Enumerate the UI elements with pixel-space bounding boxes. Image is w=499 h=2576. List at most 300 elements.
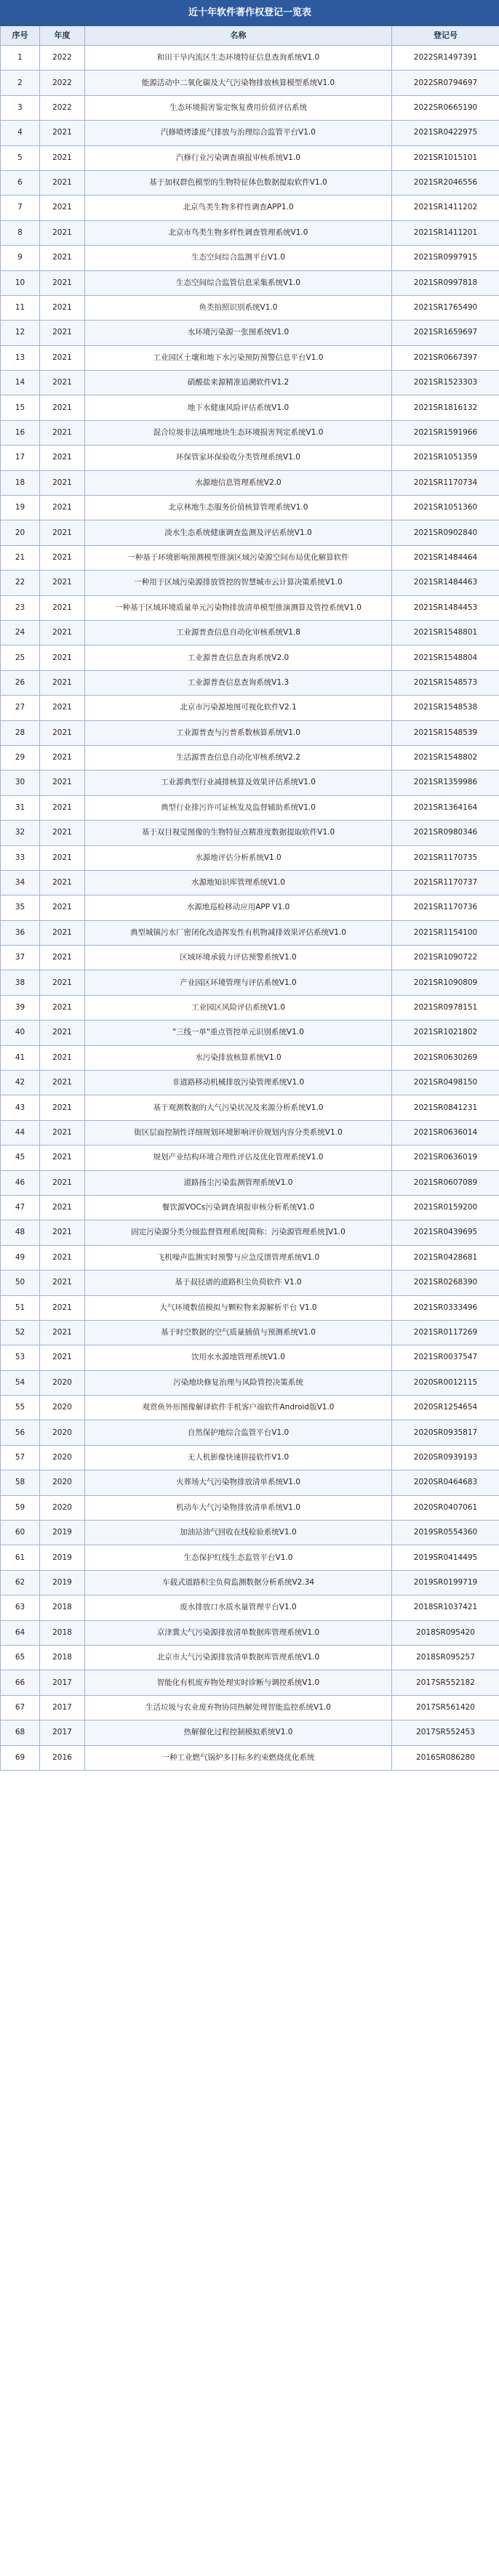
cell-index: 22 xyxy=(1,571,40,595)
cell-year: 2021 xyxy=(40,420,85,445)
table-row xyxy=(1,71,499,95)
cell-index: 60 xyxy=(1,1521,40,1545)
cell-index: 47 xyxy=(1,1195,40,1220)
cell-name: 生活源普查信息自动化审核系统V2.2 xyxy=(85,745,392,770)
table-row xyxy=(1,95,499,120)
cell-reg-no: 2021SR1548802 xyxy=(392,745,499,770)
cell-reg-no: 2021SR1021802 xyxy=(392,1021,499,1045)
table-row xyxy=(1,420,499,445)
cell-year: 2021 xyxy=(40,345,85,370)
table-row xyxy=(1,1445,499,1470)
cell-reg-no: 2021SR1548804 xyxy=(392,645,499,670)
cell-reg-no: 2021SR1364164 xyxy=(392,795,499,820)
cell-name: 工业源普查与污普系数核算系统V1.0 xyxy=(85,720,392,745)
cell-index: 2 xyxy=(1,71,40,95)
table-row xyxy=(1,821,499,845)
table-row xyxy=(1,1396,499,1420)
cell-reg-no: 2021SR1090809 xyxy=(392,970,499,995)
cell-reg-no: 2018SR095420 xyxy=(392,1620,499,1645)
cell-reg-no: 2022SR0665190 xyxy=(392,95,499,120)
cell-reg-no: 2021SR1170734 xyxy=(392,470,499,495)
cell-name: 生活垃圾与农业废弃物协同热解处理智能监控系统V1.0 xyxy=(85,1695,392,1720)
cell-reg-no: 2021SR1359986 xyxy=(392,770,499,795)
cell-year: 2020 xyxy=(40,1495,85,1520)
cell-year: 2021 xyxy=(40,1295,85,1320)
cell-name: "三线一单"重点管控单元识别系统V1.0 xyxy=(85,1021,392,1045)
cell-reg-no: 2016SR086280 xyxy=(392,1745,499,1770)
table-row xyxy=(1,345,499,370)
cell-name: 加油站油气回收在线检验系统V1.0 xyxy=(85,1521,392,1545)
cell-reg-no: 2021SR0667397 xyxy=(392,345,499,370)
cell-year: 2017 xyxy=(40,1720,85,1745)
cell-name: 汽修喷烤漆废气排放与治理综合监管平台V1.0 xyxy=(85,121,392,145)
cell-year: 2017 xyxy=(40,1670,85,1695)
cell-reg-no: 2021SR1659697 xyxy=(392,321,499,345)
cell-name: 一种基于环境影响预测模型推演区域污染源空间布局优化解算软件 xyxy=(85,545,392,570)
cell-name: 道路扬尘污染监测管理系统V1.0 xyxy=(85,1170,392,1195)
cell-index: 16 xyxy=(1,420,40,445)
cell-name: 餐饮源VOCs污染调查填报审核分析系统V1.0 xyxy=(85,1195,392,1220)
cell-index: 26 xyxy=(1,670,40,695)
cell-name: 汽修行业污染调查填报审核系统V1.0 xyxy=(85,145,392,170)
cell-index: 58 xyxy=(1,1470,40,1495)
cell-index: 33 xyxy=(1,845,40,870)
cell-year: 2021 xyxy=(40,845,85,870)
cell-reg-no: 2020SR0012115 xyxy=(392,1370,499,1395)
table-row xyxy=(1,920,499,945)
cell-name: 水污染排放核算系统V1.0 xyxy=(85,1045,392,1070)
cell-year: 2021 xyxy=(40,645,85,670)
table-row xyxy=(1,595,499,620)
cell-index: 36 xyxy=(1,920,40,945)
cell-year: 2021 xyxy=(40,1345,85,1370)
cell-index: 49 xyxy=(1,1245,40,1270)
cell-reg-no: 2021SR1816132 xyxy=(392,395,499,420)
cell-index: 9 xyxy=(1,246,40,270)
table-row xyxy=(1,620,499,645)
cell-reg-no: 2021SR1548801 xyxy=(392,620,499,645)
table-row xyxy=(1,520,499,545)
cell-reg-no: 2018SR095257 xyxy=(392,1646,499,1670)
cell-reg-no: 2021SR0902840 xyxy=(392,520,499,545)
cell-year: 2019 xyxy=(40,1545,85,1570)
cell-name: 一种基于区域环境质量单元污染物排放清单模型推演测算及管控系统V1.0 xyxy=(85,595,392,620)
cell-reg-no: 2017SR552182 xyxy=(392,1670,499,1695)
table-row xyxy=(1,645,499,670)
table-row xyxy=(1,995,499,1020)
cell-index: 64 xyxy=(1,1620,40,1645)
cell-reg-no: 2022SR0794697 xyxy=(392,71,499,95)
cell-index: 65 xyxy=(1,1646,40,1670)
cell-index: 55 xyxy=(1,1396,40,1420)
cell-name: 生态环境损害鉴定恢复费用价值评估系统 xyxy=(85,95,392,120)
cell-name: 北京市大气污染源排放清单数据库管理系统V1.0 xyxy=(85,1646,392,1670)
cell-year: 2021 xyxy=(40,995,85,1020)
cell-year: 2020 xyxy=(40,1445,85,1470)
cell-reg-no: 2021SR1765490 xyxy=(392,295,499,320)
cell-name: 基于叔径谱的道路积尘负荷软件 V1.0 xyxy=(85,1271,392,1295)
table-row xyxy=(1,720,499,745)
cell-name: 大气环境数值模拟与颗粒物来源解析平台 V1.0 xyxy=(85,1295,392,1320)
cell-reg-no: 2021SR1484453 xyxy=(392,595,499,620)
cell-index: 21 xyxy=(1,545,40,570)
cell-reg-no: 2021SR1154100 xyxy=(392,920,499,945)
table-row xyxy=(1,545,499,570)
cell-reg-no: 2021SR0636019 xyxy=(392,1146,499,1170)
table-row xyxy=(1,295,499,320)
cell-year: 2022 xyxy=(40,46,85,71)
cell-index: 20 xyxy=(1,520,40,545)
table-row xyxy=(1,170,499,195)
cell-index: 15 xyxy=(1,395,40,420)
cell-year: 2021 xyxy=(40,470,85,495)
cell-year: 2021 xyxy=(40,745,85,770)
cell-year: 2021 xyxy=(40,920,85,945)
cell-name: 基于加权群色模型的生物特征体色数据提取软件V1.0 xyxy=(85,170,392,195)
cell-reg-no: 2021SR0980346 xyxy=(392,821,499,845)
cell-index: 62 xyxy=(1,1570,40,1595)
header-year: 年度 xyxy=(40,26,85,46)
header-index: 序号 xyxy=(1,26,40,46)
cell-name: 北京鸟类生物多样性调查APP1.0 xyxy=(85,196,392,220)
cell-reg-no: 2021SR1090722 xyxy=(392,946,499,970)
cell-reg-no: 2021SR0997818 xyxy=(392,270,499,295)
cell-year: 2021 xyxy=(40,170,85,195)
cell-index: 41 xyxy=(1,1045,40,1070)
cell-name: 智能化有机废弃物处理实时诊断与调控系统V1.0 xyxy=(85,1670,392,1695)
cell-index: 19 xyxy=(1,496,40,520)
cell-year: 2021 xyxy=(40,395,85,420)
cell-reg-no: 2021SR1548538 xyxy=(392,696,499,720)
cell-name: 基于时空数据的空气质量插值与预测系统V1.0 xyxy=(85,1320,392,1345)
cell-index: 23 xyxy=(1,595,40,620)
table-title: 近十年软件著作权登记一览表 xyxy=(1,1,499,26)
table-row xyxy=(1,1620,499,1645)
cell-index: 7 xyxy=(1,196,40,220)
cell-name: 飞机噪声监测实时预警与应急反馈管理系统V1.0 xyxy=(85,1245,392,1270)
cell-reg-no: 2021SR0978151 xyxy=(392,995,499,1020)
cell-reg-no: 2021SR1548539 xyxy=(392,720,499,745)
cell-name: 污染地块修复治理与风险管控决策系统 xyxy=(85,1370,392,1395)
cell-reg-no: 2020SR0407061 xyxy=(392,1495,499,1520)
cell-name: 自然保护地综合监管平台V1.0 xyxy=(85,1420,392,1445)
table-row xyxy=(1,1095,499,1120)
cell-name: 北京市污染源地图可视化软件V2.1 xyxy=(85,696,392,720)
cell-year: 2021 xyxy=(40,196,85,220)
cell-reg-no: 2021SR0607089 xyxy=(392,1170,499,1195)
cell-index: 17 xyxy=(1,446,40,470)
cell-index: 10 xyxy=(1,270,40,295)
cell-year: 2020 xyxy=(40,1470,85,1495)
cell-index: 13 xyxy=(1,345,40,370)
cell-year: 2020 xyxy=(40,1420,85,1445)
cell-index: 66 xyxy=(1,1670,40,1695)
table-row xyxy=(1,121,499,145)
cell-name: 水环境污染源一张图系统V1.0 xyxy=(85,321,392,345)
cell-year: 2021 xyxy=(40,270,85,295)
cell-name: 区域环境承载力评估预警系统V1.0 xyxy=(85,946,392,970)
cell-reg-no: 2021SR0439695 xyxy=(392,1220,499,1245)
cell-index: 53 xyxy=(1,1345,40,1370)
cell-year: 2018 xyxy=(40,1620,85,1645)
cell-index: 61 xyxy=(1,1545,40,1570)
cell-reg-no: 2018SR1037421 xyxy=(392,1595,499,1620)
cell-index: 18 xyxy=(1,470,40,495)
cell-index: 25 xyxy=(1,645,40,670)
cell-index: 6 xyxy=(1,170,40,195)
cell-year: 2021 xyxy=(40,720,85,745)
table-row xyxy=(1,1120,499,1145)
cell-index: 68 xyxy=(1,1720,40,1745)
cell-name: 基于双目视觉图像的生物特征点精准度数据提取软件V1.0 xyxy=(85,821,392,845)
header-reg-no: 登记号 xyxy=(392,26,499,46)
cell-year: 2021 xyxy=(40,770,85,795)
cell-name: 生态保护红线生态监管平台V1.0 xyxy=(85,1545,392,1570)
cell-index: 48 xyxy=(1,1220,40,1245)
cell-index: 35 xyxy=(1,895,40,920)
title-row xyxy=(1,1,499,26)
cell-year: 2021 xyxy=(40,496,85,520)
cell-index: 39 xyxy=(1,995,40,1020)
cell-index: 43 xyxy=(1,1095,40,1120)
header-name: 名称 xyxy=(85,26,392,46)
cell-index: 69 xyxy=(1,1745,40,1770)
cell-name: 一种工业燃气锅炉多目标多约束燃烧优化系统 xyxy=(85,1745,392,1770)
table-row xyxy=(1,1170,499,1195)
cell-name: 硝酸盐来源精准追溯软件V1.2 xyxy=(85,371,392,395)
cell-index: 14 xyxy=(1,371,40,395)
cell-year: 2018 xyxy=(40,1595,85,1620)
cell-reg-no: 2019SR0554360 xyxy=(392,1521,499,1545)
cell-name: 无人机影像快速拼接软件V1.0 xyxy=(85,1445,392,1470)
cell-name: 工业源典型行业减排核算及效果评估系统V1.0 xyxy=(85,770,392,795)
cell-index: 29 xyxy=(1,745,40,770)
table-row xyxy=(1,571,499,595)
table-row xyxy=(1,1195,499,1220)
table-row xyxy=(1,1146,499,1170)
cell-year: 2021 xyxy=(40,1271,85,1295)
table-row xyxy=(1,745,499,770)
cell-reg-no: 2021SR1170737 xyxy=(392,870,499,895)
table-row xyxy=(1,496,499,520)
cell-year: 2021 xyxy=(40,821,85,845)
table-row xyxy=(1,1021,499,1045)
cell-index: 38 xyxy=(1,970,40,995)
table-row xyxy=(1,446,499,470)
cell-name: 地下水健康风险评估系统V1.0 xyxy=(85,395,392,420)
table-row xyxy=(1,246,499,270)
cell-year: 2021 xyxy=(40,1021,85,1045)
cell-year: 2021 xyxy=(40,1045,85,1070)
cell-index: 37 xyxy=(1,946,40,970)
cell-index: 44 xyxy=(1,1120,40,1145)
table-row xyxy=(1,1521,499,1545)
cell-name: 产业园区环境管理与评估系统V1.0 xyxy=(85,970,392,995)
cell-index: 54 xyxy=(1,1370,40,1395)
cell-name: 规划产业结构环境合理性评估及优化管理系统V1.0 xyxy=(85,1146,392,1170)
table-row xyxy=(1,1420,499,1445)
cell-reg-no: 2021SR1411201 xyxy=(392,220,499,245)
cell-year: 2021 xyxy=(40,696,85,720)
table-row xyxy=(1,196,499,220)
cell-reg-no: 2021SR2046556 xyxy=(392,170,499,195)
cell-index: 3 xyxy=(1,95,40,120)
cell-reg-no: 2021SR1170736 xyxy=(392,895,499,920)
cell-year: 2021 xyxy=(40,145,85,170)
cell-year: 2021 xyxy=(40,220,85,245)
table-row xyxy=(1,371,499,395)
table-row xyxy=(1,1670,499,1695)
cell-index: 40 xyxy=(1,1021,40,1045)
cell-name: 观赏鱼外形图像解译软件手机客户端软件Android版V1.0 xyxy=(85,1396,392,1420)
cell-index: 4 xyxy=(1,121,40,145)
cell-year: 2016 xyxy=(40,1745,85,1770)
cell-name: 水源地巡检移动应用APP V1.0 xyxy=(85,895,392,920)
table-row xyxy=(1,1495,499,1520)
table-row xyxy=(1,145,499,170)
cell-reg-no: 2021SR0498150 xyxy=(392,1071,499,1095)
table-row xyxy=(1,1295,499,1320)
cell-reg-no: 2021SR0630269 xyxy=(392,1045,499,1070)
cell-index: 34 xyxy=(1,870,40,895)
table-row xyxy=(1,1745,499,1770)
cell-reg-no: 2019SR0199719 xyxy=(392,1570,499,1595)
cell-index: 45 xyxy=(1,1146,40,1170)
cell-name: 工业园区土壤和地下水污染预防预警信息平台V1.0 xyxy=(85,345,392,370)
cell-year: 2021 xyxy=(40,620,85,645)
cell-reg-no: 2017SR561420 xyxy=(392,1695,499,1720)
cell-year: 2021 xyxy=(40,571,85,595)
cell-year: 2021 xyxy=(40,895,85,920)
cell-year: 2021 xyxy=(40,246,85,270)
cell-index: 27 xyxy=(1,696,40,720)
table-row xyxy=(1,1271,499,1295)
cell-reg-no: 2021SR0268390 xyxy=(392,1271,499,1295)
cell-year: 2021 xyxy=(40,595,85,620)
table-row xyxy=(1,770,499,795)
cell-name: 鱼类拍照识别系统V1.0 xyxy=(85,295,392,320)
cell-reg-no: 2017SR552453 xyxy=(392,1720,499,1745)
cell-index: 57 xyxy=(1,1445,40,1470)
cell-reg-no: 2021SR1051360 xyxy=(392,496,499,520)
table-row xyxy=(1,1646,499,1670)
cell-year: 2021 xyxy=(40,1195,85,1220)
cell-index: 30 xyxy=(1,770,40,795)
cell-index: 51 xyxy=(1,1295,40,1320)
cell-name: 机动车大气污染物排放清单系统V1.0 xyxy=(85,1495,392,1520)
cell-reg-no: 2020SR1254654 xyxy=(392,1396,499,1420)
cell-year: 2021 xyxy=(40,795,85,820)
cell-reg-no: 2019SR0414495 xyxy=(392,1545,499,1570)
cell-index: 59 xyxy=(1,1495,40,1520)
cell-name: 车载式道路积尘负荷监测数据分析系统V2.34 xyxy=(85,1570,392,1595)
table-row xyxy=(1,870,499,895)
table-row xyxy=(1,670,499,695)
table-row xyxy=(1,795,499,820)
cell-year: 2020 xyxy=(40,1396,85,1420)
cell-reg-no: 2021SR1051359 xyxy=(392,446,499,470)
cell-name: 固定污染源分类分级监督管理系统[简称：污染源管理系统]V1.0 xyxy=(85,1220,392,1245)
cell-reg-no: 2021SR1523303 xyxy=(392,371,499,395)
cell-index: 63 xyxy=(1,1595,40,1620)
cell-reg-no: 2021SR0636014 xyxy=(392,1120,499,1145)
cell-year: 2021 xyxy=(40,371,85,395)
cell-index: 52 xyxy=(1,1320,40,1345)
cell-name: 水源地信息管理系统V2.0 xyxy=(85,470,392,495)
cell-reg-no: 2021SR0037547 xyxy=(392,1345,499,1370)
cell-reg-no: 2020SR0464683 xyxy=(392,1470,499,1495)
cell-year: 2021 xyxy=(40,946,85,970)
cell-name: 工业源普查信息查询系统V1.3 xyxy=(85,670,392,695)
table-row xyxy=(1,470,499,495)
cell-index: 32 xyxy=(1,821,40,845)
cell-index: 12 xyxy=(1,321,40,345)
cell-name: 水源地知识库管理系统V1.0 xyxy=(85,870,392,895)
table-row xyxy=(1,220,499,245)
cell-index: 46 xyxy=(1,1170,40,1195)
cell-year: 2019 xyxy=(40,1521,85,1545)
cell-name: 工业源普查信息自动化审核系统V1.8 xyxy=(85,620,392,645)
cell-name: 街区层面控制性详细规划环境影响评价规划内容分类系统V1.0 xyxy=(85,1120,392,1145)
cell-name: 工业园区风险评估系统V1.0 xyxy=(85,995,392,1020)
cell-reg-no: 2021SR0117269 xyxy=(392,1320,499,1345)
table-row xyxy=(1,1570,499,1595)
cell-year: 2021 xyxy=(40,1170,85,1195)
cell-name: 环保管家环保验收分类管理系统V1.0 xyxy=(85,446,392,470)
cell-year: 2022 xyxy=(40,95,85,120)
cell-index: 24 xyxy=(1,620,40,645)
cell-name: 混合垃圾非法填埋地块生态环境损害判定系统V1.0 xyxy=(85,420,392,445)
cell-name: 京津冀大气污染源排放清单数据库管理系统V1.0 xyxy=(85,1620,392,1645)
table-row xyxy=(1,1245,499,1270)
table-row xyxy=(1,946,499,970)
table-row xyxy=(1,1045,499,1070)
table-row xyxy=(1,1470,499,1495)
cell-reg-no: 2021SR0422975 xyxy=(392,121,499,145)
cell-index: 56 xyxy=(1,1420,40,1445)
cell-year: 2021 xyxy=(40,1071,85,1095)
cell-name: 和田干旱内流区生态环境特征信息查询系统V1.0 xyxy=(85,46,392,71)
cell-name: 饮用水水源地管理系统V1.0 xyxy=(85,1345,392,1370)
cell-name: 基于观测数据的大气污染状况及来源分析系统V1.0 xyxy=(85,1095,392,1120)
cell-name: 北京林地生态服务价值核算管理系统V1.0 xyxy=(85,496,392,520)
cell-year: 2018 xyxy=(40,1646,85,1670)
cell-year: 2021 xyxy=(40,1095,85,1120)
cell-year: 2021 xyxy=(40,1320,85,1345)
table-row xyxy=(1,270,499,295)
cell-index: 42 xyxy=(1,1071,40,1095)
table-row xyxy=(1,1695,499,1720)
cell-year: 2021 xyxy=(40,121,85,145)
table-row xyxy=(1,1345,499,1370)
cell-name: 工业源普查信息查询系统V2.0 xyxy=(85,645,392,670)
table-body xyxy=(1,46,499,1771)
cell-name: 生态空间综合监管信息采集系统V1.0 xyxy=(85,270,392,295)
cell-year: 2021 xyxy=(40,970,85,995)
cell-index: 50 xyxy=(1,1271,40,1295)
table-row xyxy=(1,1595,499,1620)
cell-year: 2021 xyxy=(40,1245,85,1270)
cell-reg-no: 2022SR1497391 xyxy=(392,46,499,71)
cell-name: 水源地评估分析系统V1.0 xyxy=(85,845,392,870)
cell-year: 2021 xyxy=(40,545,85,570)
cell-reg-no: 2020SR0935817 xyxy=(392,1420,499,1445)
table-row xyxy=(1,1545,499,1570)
cell-index: 11 xyxy=(1,295,40,320)
table-row xyxy=(1,1220,499,1245)
cell-reg-no: 2021SR1484463 xyxy=(392,571,499,595)
table-row xyxy=(1,845,499,870)
